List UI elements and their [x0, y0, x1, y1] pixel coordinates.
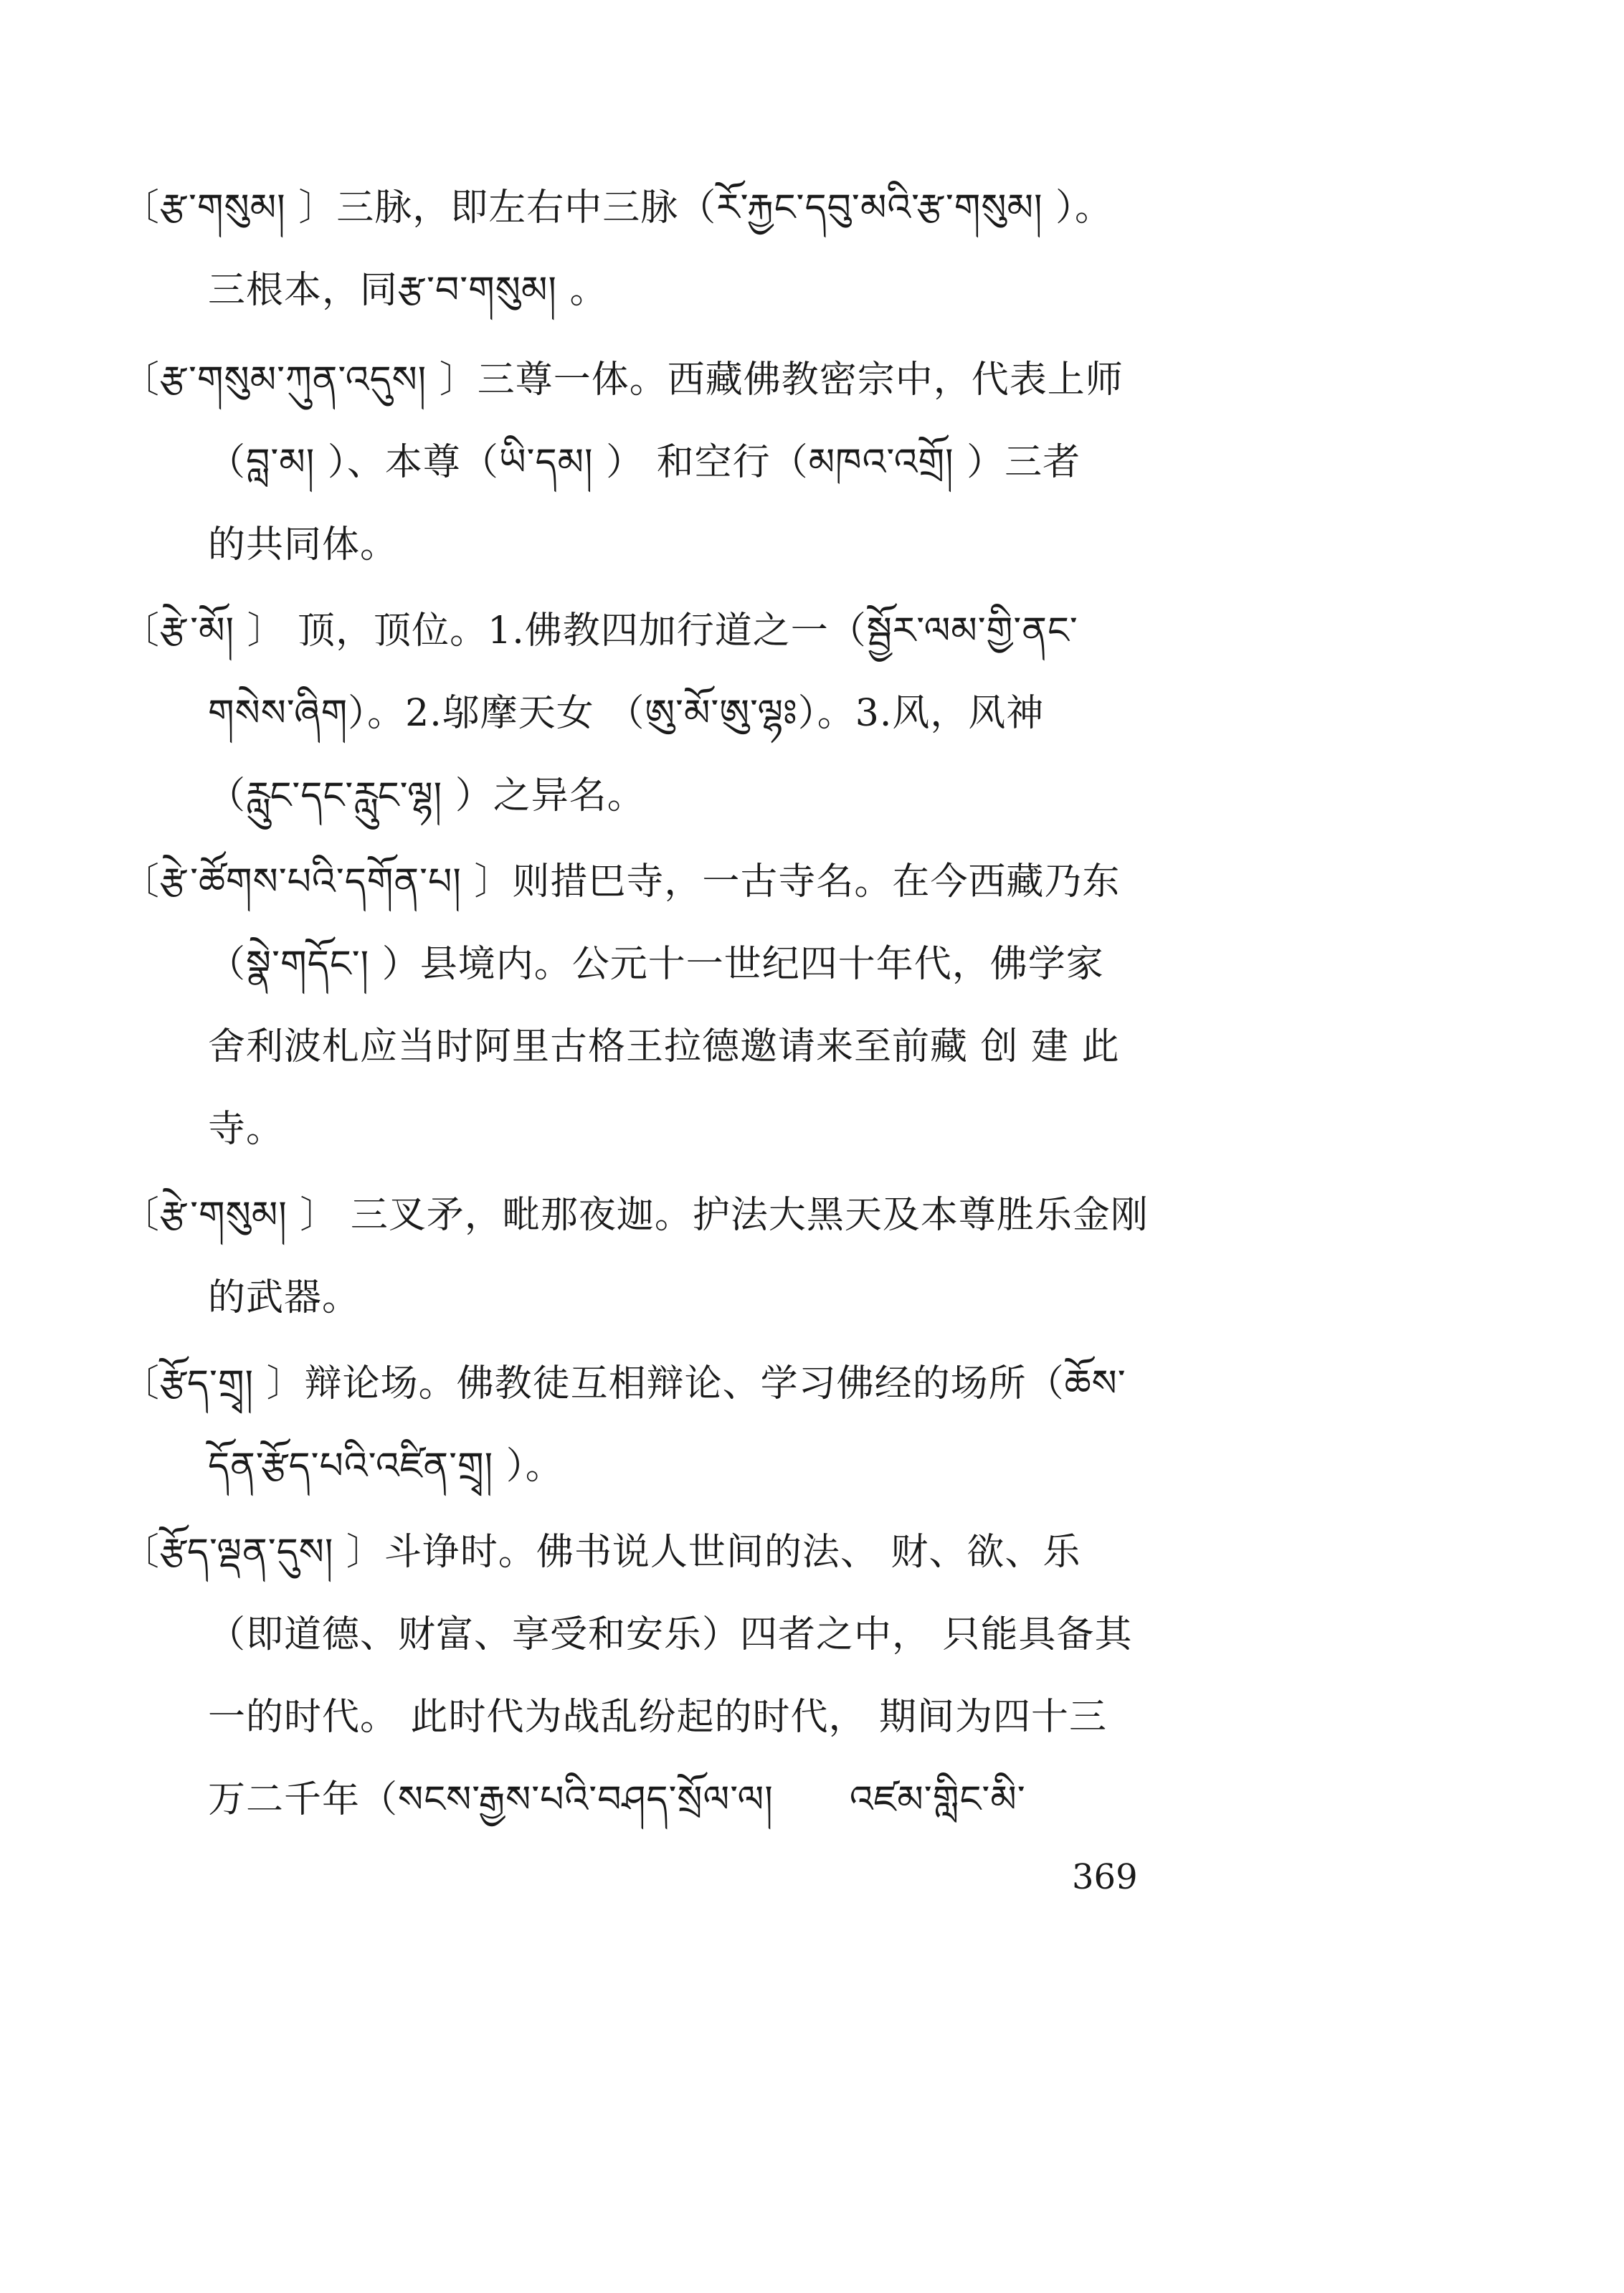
entry-line: 〔རྩ་གསུམ། 〕三脉，即左右中三脉（རོ་རྐྱང་དབུ་མའི་རྩ་གསུམ། ）。: [122, 186, 1113, 229]
entry-line: གསེས་ཞིག）。2.邬摩天女 （ཨུ་མོ་ཨུ་ལྷཿ）。3.风，风神: [208, 692, 1045, 735]
entry-line: 的武器。: [208, 1276, 361, 1319]
entry-line: 一的时代。 此时代为战乱纷起的时代， 期间为四十三: [208, 1696, 1108, 1739]
entry-line: （རླུང་དང་རླུང་ལྷ། ）之异名。: [208, 774, 645, 817]
entry-line: （即道德、财富、享受和安乐）四者之中， 只能具备其: [208, 1613, 1133, 1656]
entry-line: 万二千年（སངས་རྒྱས་པའི་བཤད་སྲོལ་ལ། འཛམ་གླིང་མི་: [208, 1778, 1026, 1821]
entry-line: 舍利波札应当时阿里古格王拉德邀请来至前藏 创 建 此: [208, 1025, 1120, 1068]
entry-line: 三根本，同རྩ་བ་གསུམ། 。: [208, 269, 608, 312]
entry-line: 的共同体。: [208, 523, 399, 566]
entry-line: 〔རྩེ་ཚོགས་པའི་དགོན་པ། 〕则措巴寺，一古寺名。在今西藏乃东: [122, 860, 1121, 903]
entry-line: དོན་རྩོད་པའི་འཛིན་གྲྭ། ）。: [208, 1445, 564, 1488]
entry-line: 〔རྩེ་མོ། 〕 顶，顶位。1.佛教四加行道之一（སྦྱོར་ལམ་གྱི་ནང་: [122, 609, 1078, 652]
entry-line: 〔རྩ་གསུམ་ཀུན་འདུས། 〕三尊一体。西藏佛教密宗中，代表上师: [122, 359, 1124, 402]
page-number: 369: [1072, 1857, 1138, 1897]
entry-line: 〔རྩོད་ལྡན་དུས། 〕斗诤时。佛书说人世间的法、 财、欲、乐: [122, 1531, 1081, 1574]
entry-line: 〔རྩེ་གསུམ། 〕 三叉矛，毗那夜迦。护法大黑天及本尊胜乐金刚: [122, 1194, 1149, 1237]
entry-line: （སྣེ་གདོང་། ）县境内。公元十一世纪四十年代，佛学家: [208, 943, 1104, 986]
entry-line: 寺。: [208, 1108, 285, 1151]
entry-line: （བླ་མ། ）、本尊（ཡི་དམ། ） 和空行（མཁའ་འགྲོ། ）三者: [208, 441, 1081, 484]
entry-line: 〔རྩོད་གྲྭ། 〕辩论场。佛教徒互相辩论、学习佛经的场所（ཆོས་: [122, 1362, 1126, 1405]
